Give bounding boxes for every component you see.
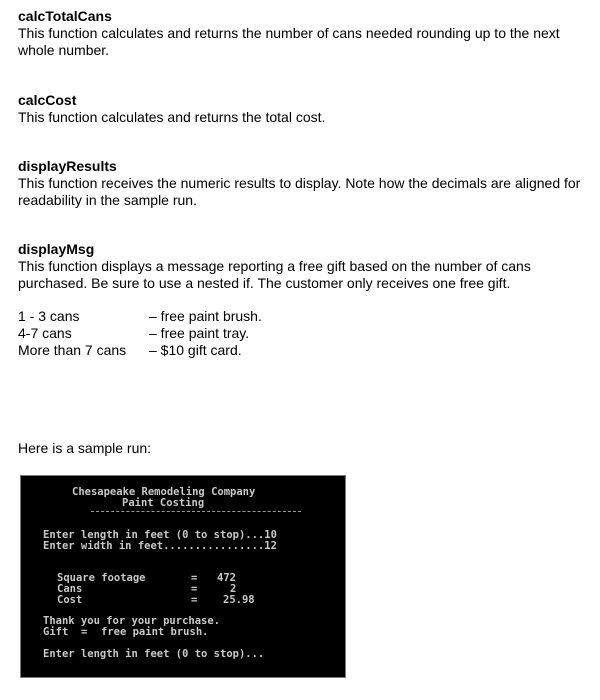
gift-tier [18,308,418,325]
tier-range: 1 - 3 cans [18,308,80,324]
result-value: 25.98 [223,594,255,606]
tier-range: More than 7 cans [18,342,127,358]
console-gift-label: Gift [43,626,69,638]
section-title: calcCost [18,92,77,108]
console-prompt-length: Enter length in feet (0 to stop)...10 [43,529,277,541]
section-title: displayResults [18,158,117,174]
result-eq: = [191,572,198,584]
section-body: This function receives the numeric results to display. Note how the decimals are aligned for readability in the sample run. [18,175,581,208]
result-label: Cans [57,583,83,595]
result-eq: = [191,583,198,595]
console-prompt-width: Enter width in feet................12 [43,540,277,552]
section-calc-total-cans [18,8,588,59]
section-calc-cost [18,92,588,126]
section-display-results [18,158,588,209]
result-value: 2 [230,583,237,595]
gift-tier [18,342,418,359]
section-title: displayMsg [18,241,95,257]
result-eq: = [191,594,198,606]
section-body: This function calculates and returns the total cost. [18,109,326,125]
console-divider [91,511,301,512]
section-title: calcTotalCans [18,8,112,24]
sample-run-label: Here is a sample run: [18,440,152,456]
console-subtitle: Paint Costing [122,497,205,509]
console-prompt-again: Enter length in feet (0 to stop)... [43,648,265,660]
tier-range: 4-7 cans [18,325,72,341]
console-gift-eq: = [81,626,88,638]
gift-tier [18,325,418,342]
tier-gift: – $10 gift card. [149,342,242,358]
result-label: Square footage [57,572,146,584]
tier-gift: – free paint brush. [149,308,262,324]
tier-gift: – free paint tray. [149,325,250,341]
console-company: Chesapeake Remodeling Company [72,486,256,498]
section-display-msg [18,241,588,292]
result-label: Cost [57,594,83,606]
console-window [20,475,346,678]
section-body: This function calculates and returns the number of cans needed rounding up to the next whole number. [18,25,560,58]
result-value: 472 [217,572,236,584]
console-gift-value: free paint brush. [101,626,209,638]
section-body: This function displays a message reporting a free gift based on the number of cans purchased. Be sure to use a nested if. The customer only receives one free gift. [18,258,531,291]
console-thanks: Thank you for your purchase. [43,615,221,627]
gift-tier-list [18,308,418,359]
